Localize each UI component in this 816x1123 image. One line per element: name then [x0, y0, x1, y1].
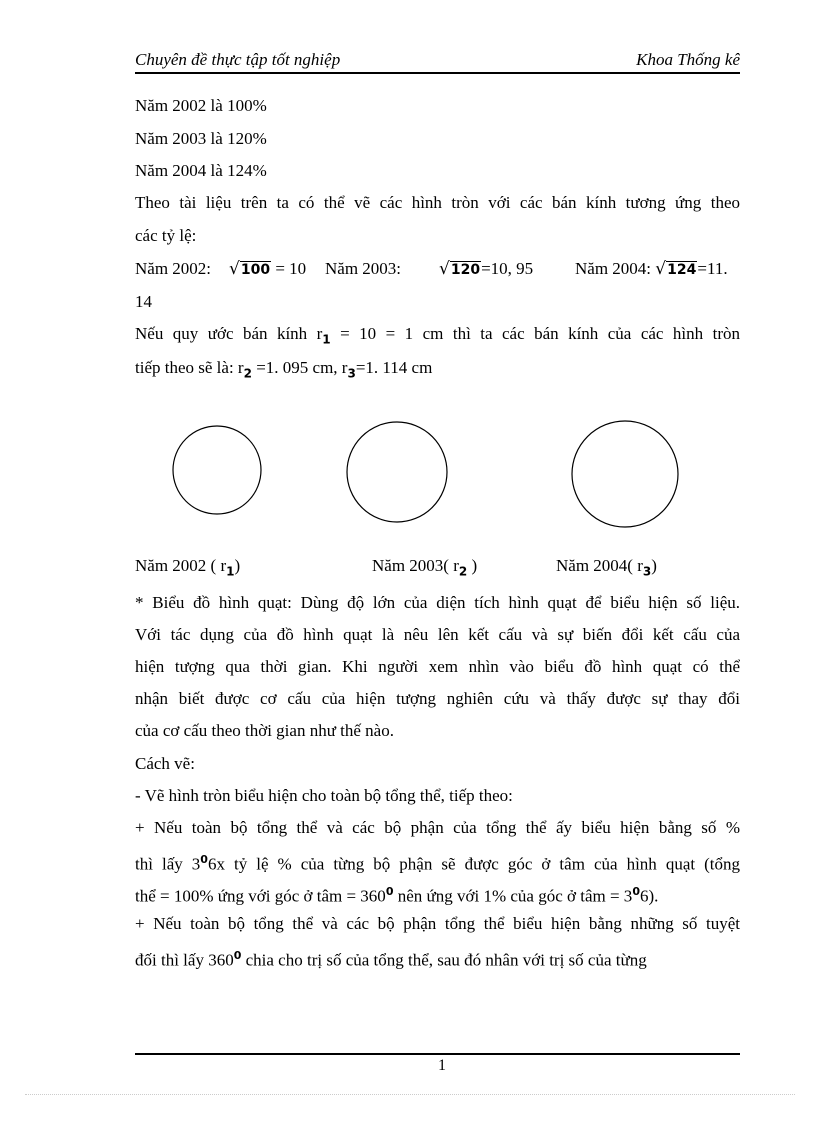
subscript: 2 — [243, 366, 252, 381]
subscript: 1 — [226, 564, 235, 579]
intro-line-2: các tỷ lệ: — [135, 226, 197, 245]
sqrt-radicand-2003: 120 — [450, 262, 481, 278]
body-text: thể = 100% ứng với góc ở tâm = 360 — [135, 886, 386, 906]
label-text: ) — [651, 556, 657, 575]
label-text: ) — [467, 556, 478, 575]
header-department: Khoa Thống kê — [636, 50, 740, 69]
line-year-2004: Năm 2004 là 124% — [135, 161, 267, 180]
body-line-9 — [135, 850, 740, 875]
label-text: ) — [234, 556, 241, 575]
body-line-8: + Nếu toàn bộ tổng thể và các bộ phận của tổng thể ấy biểu hiện bằng số % — [135, 818, 740, 837]
body-line-5: của cơ cấu theo thời gian như thế nào. — [135, 721, 394, 740]
sqrt-radicand-2004: 124 — [667, 262, 697, 278]
sqrt-label-2003: Năm 2003: — [325, 259, 402, 278]
body-line-12 — [135, 946, 740, 971]
radius-text: tiếp theo sẽ là: r — [135, 358, 244, 377]
superscript: 0 — [632, 885, 640, 898]
body-text: thì lấy 3 — [135, 854, 201, 874]
sqrt-label-2004: Năm 2004: — [575, 259, 652, 278]
sqrt-value-2003: =10, 95 — [481, 259, 534, 278]
subscript: 3 — [642, 564, 652, 579]
superscript: 0 — [233, 949, 242, 962]
line-year-2002: Năm 2002 là 100% — [135, 96, 267, 115]
radius-text: =1. 095 cm, r — [251, 358, 348, 377]
line-year-2003: Năm 2003 là 120% — [135, 129, 267, 148]
sqrt-symbol: √100 — [229, 259, 271, 279]
header-title: Chuyên đề thực tập tốt nghiệp — [135, 50, 341, 69]
circles-figure — [0, 0, 816, 560]
body-text: 6). — [639, 886, 659, 906]
sqrt-radicand-2002: 100 — [240, 262, 271, 278]
circle-label-2003 — [372, 556, 477, 581]
circle-2002 — [173, 426, 261, 514]
circle-label-2002 — [135, 556, 240, 581]
sqrt-label-2002: Năm 2002: — [135, 259, 212, 278]
footer-rule — [135, 1053, 740, 1055]
subscript: 3 — [347, 366, 356, 381]
circle-2003 — [347, 422, 447, 522]
body-text: 6x tỷ lệ % của từng bộ phận sẽ được góc ở tâm của hình quạt (tổng — [207, 854, 740, 874]
intro-line-1: Theo tài liệu trên ta có thể vẽ các hình tròn với các bán kính tương ứng theo — [135, 193, 740, 212]
body-text: chia cho trị số của tổng thể, sau đó nhân với trị số của từng — [241, 950, 647, 970]
sqrt-symbol: √124 — [655, 259, 697, 279]
radius-text: = 10 = 1 cm thì ta các bán kính của các hình tròn — [330, 324, 740, 343]
sqrt-continuation: 14 — [135, 292, 152, 311]
page-number: 1 — [438, 1057, 446, 1074]
superscript: 0 — [385, 885, 394, 898]
body-line-7: - Vẽ hình tròn biểu hiện cho toàn bộ tổng thể, tiếp theo: — [135, 786, 513, 805]
superscript: 0 — [200, 853, 208, 866]
body-line-3: hiện tượng qua thời gian. Khi người xem nhìn vào biểu đồ hình quạt có thể — [135, 657, 740, 676]
label-text: Năm 2002 ( r — [135, 556, 227, 575]
body-line-6: Cách vẽ: — [135, 754, 195, 773]
body-text: đối thì lấy 360 — [135, 950, 234, 970]
radius-text: Nếu quy ước bán kính r — [135, 324, 323, 343]
page-bottom-border — [25, 1094, 795, 1095]
radius-text: =1. 114 cm — [355, 358, 433, 377]
circle-2004 — [572, 421, 678, 527]
circle-label-2004 — [556, 556, 657, 581]
subscript: 1 — [322, 332, 331, 347]
body-line-4: nhận biết được cơ cấu của hiện tượng nghiên cứu và thấy được sự thay đổi — [135, 689, 740, 708]
body-line-10 — [135, 882, 740, 907]
body-line-11: + Nếu toàn bộ tổng thể và các bộ phận tổng thể biểu hiện bằng những số tuyệt — [135, 914, 740, 933]
subscript: 2 — [458, 564, 468, 579]
sqrt-value-2002: = 10 — [271, 259, 307, 278]
sqrt-symbol: √120 — [439, 259, 481, 279]
label-text: Năm 2004( r — [556, 556, 643, 575]
body-line-1: * Biểu đồ hình quạt: Dùng độ lớn của diện tích hình quạt để biểu hiện số liệu. — [135, 593, 740, 612]
sqrt-value-2004: =11. — [697, 259, 728, 278]
body-text: nên ứng với 1% của góc ở tâm = 3 — [393, 886, 633, 906]
label-text: Năm 2003( r — [372, 556, 459, 575]
body-line-2: Với tác dụng của đồ hình quạt là nêu lên kết cấu và sự biến đổi kết cấu của — [135, 625, 740, 644]
